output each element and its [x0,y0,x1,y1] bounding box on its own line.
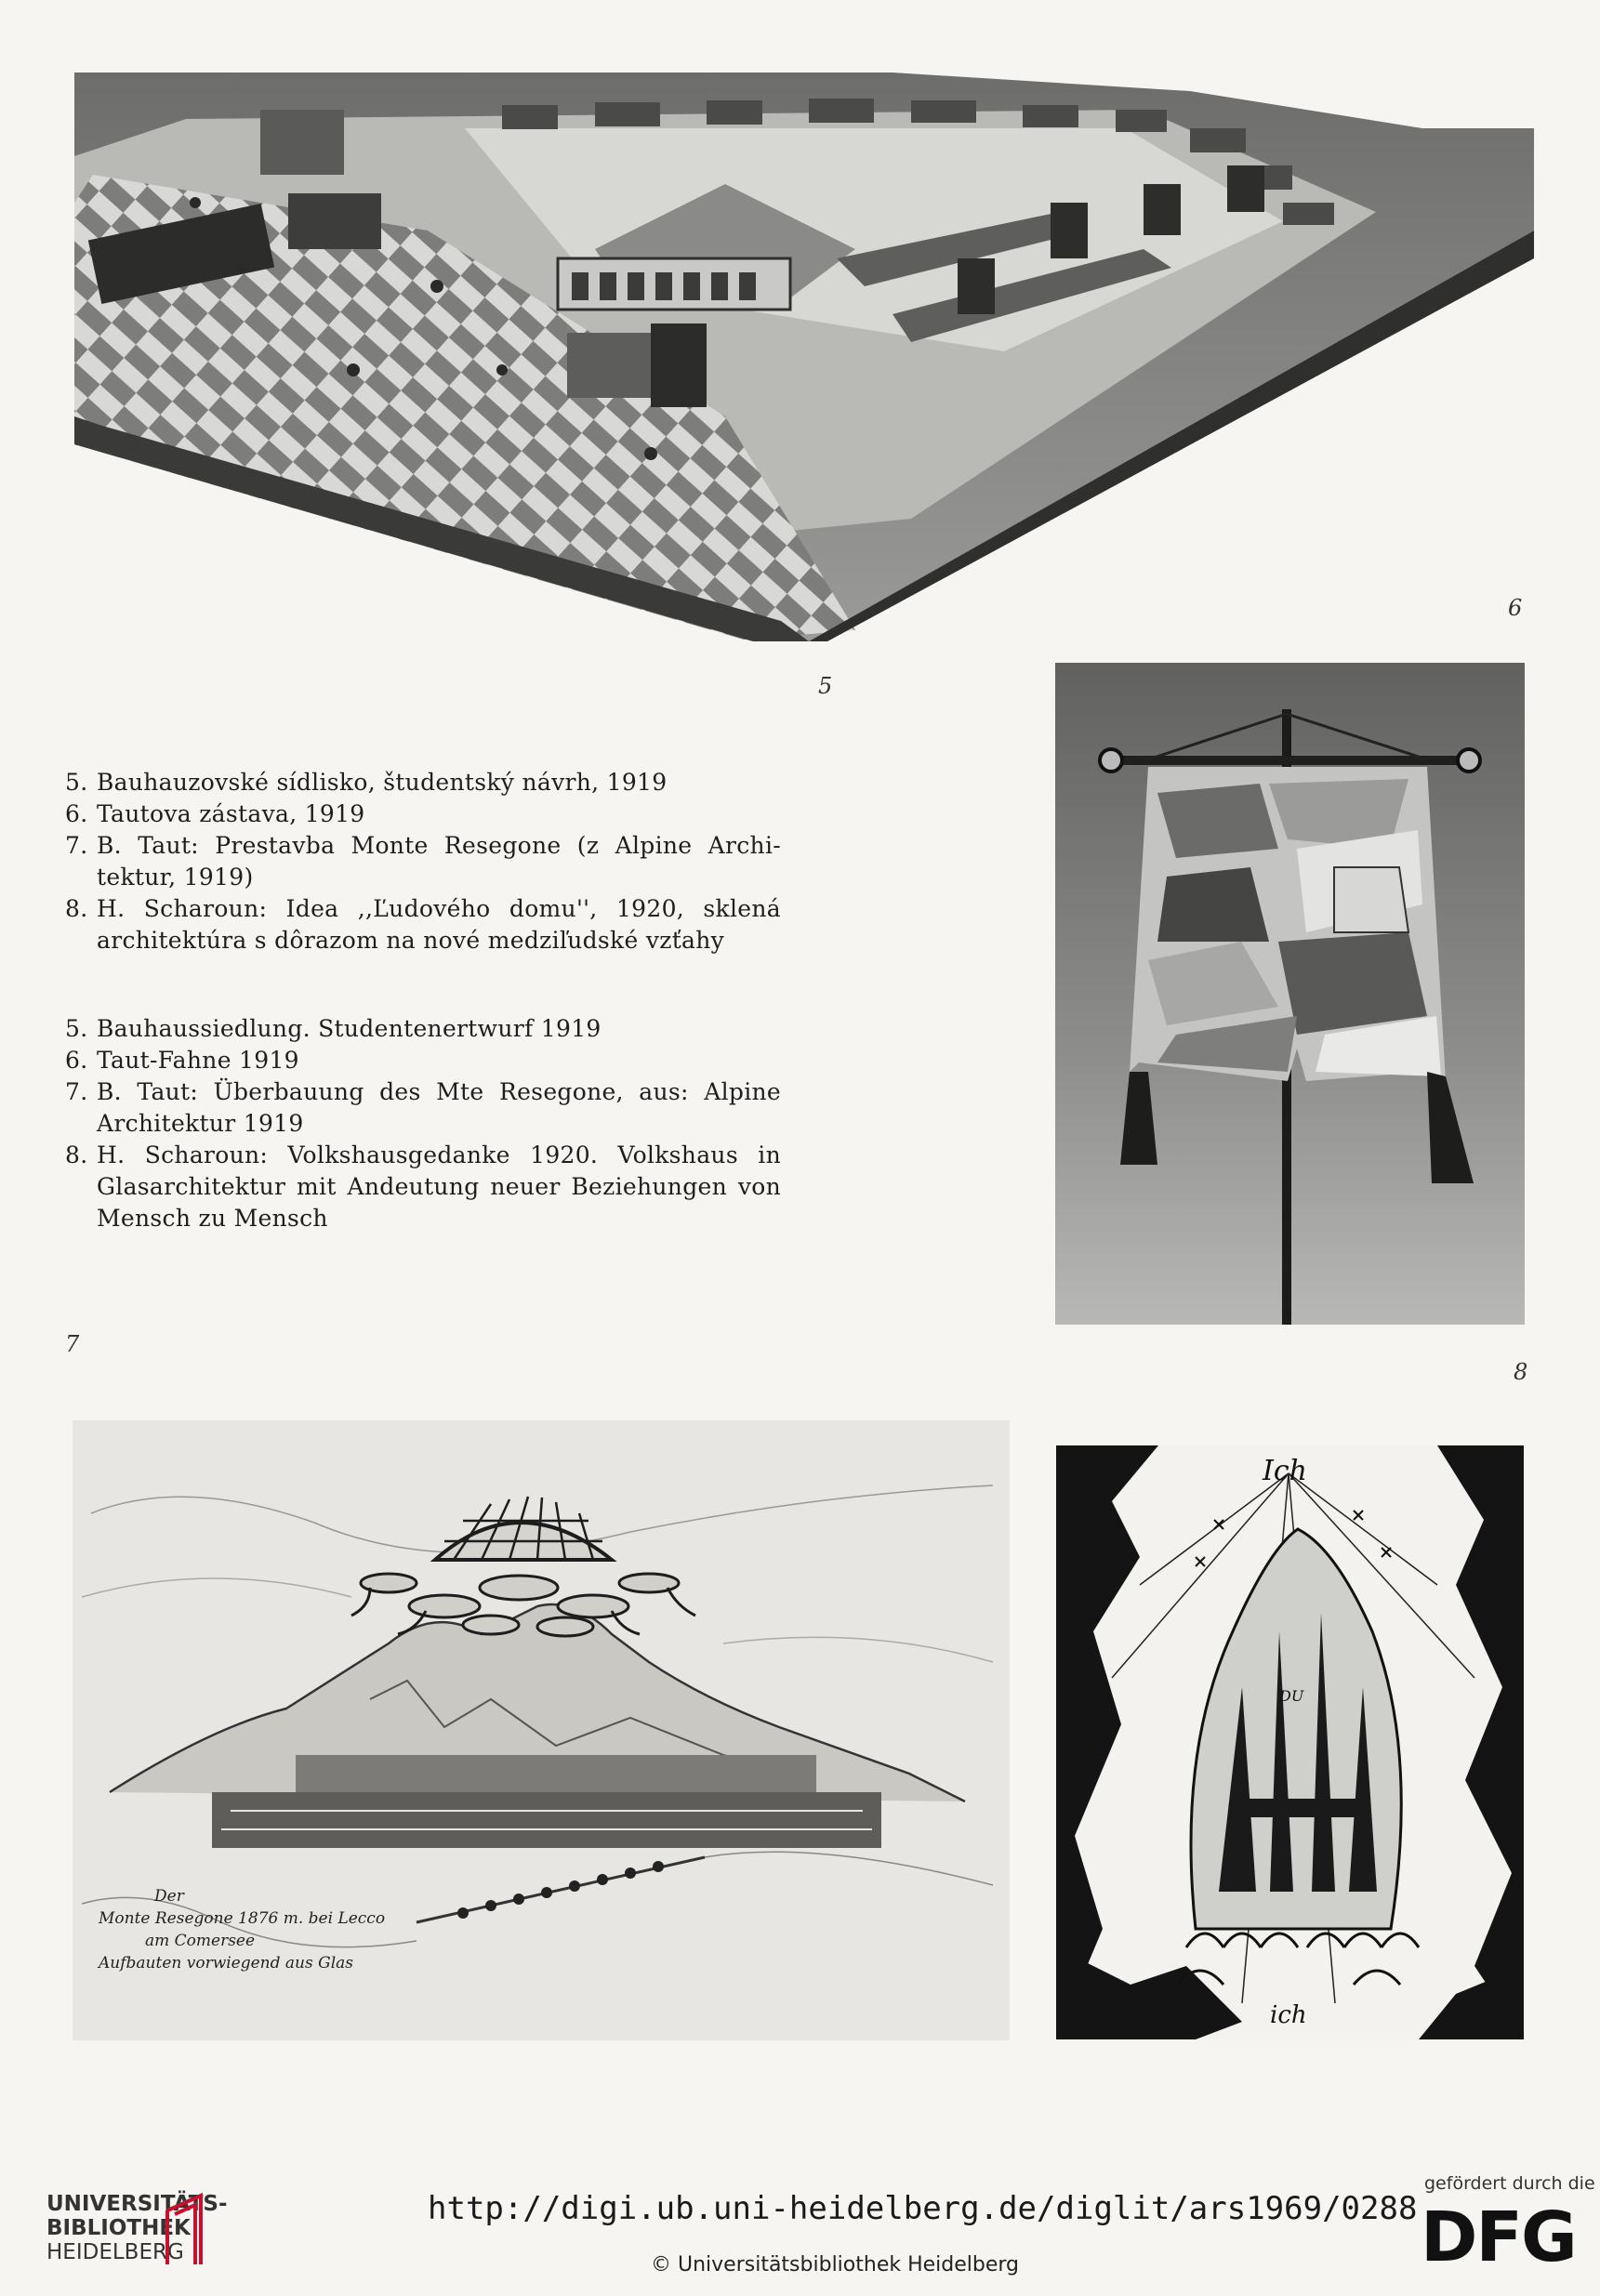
sketch-caption-handwriting [99,1885,385,1974]
figure-7-drawing [73,1420,1010,2040]
bauhaus-settlement-model-image [74,73,1534,641]
figure-6-number: 6 [1508,595,1523,621]
caption-number: 8. [65,895,88,922]
caption-sk-5 [65,767,781,798]
library-line-2: BIBLIOTHEK [46,2216,191,2240]
sketch-line-4: Aufbauten vorwiegend aus Glas [99,1954,354,1973]
caption-number: 7. [65,832,88,859]
figure-5-photo [74,73,1534,641]
caption-text: B. Taut: Prestavba Monte Resegone (z Alpine Archi-tektur, 1919) [97,832,781,891]
caption-sk-8 [65,893,781,957]
drawing-label-ich-top: Ich [1263,1455,1307,1487]
sketch-line-1: Der [154,1887,184,1906]
caption-number: 6. [65,1047,88,1074]
caption-number: 6. [65,800,88,827]
captions-slovak [65,767,781,957]
captions-german [65,1013,781,1234]
caption-de-6 [65,1045,781,1076]
caption-text: B. Taut: Überbauung des Mte Resegone, aus: Alpine Architektur 1919 [97,1078,781,1137]
caption-text: H. Scharoun: Idea ,,Ľudového domu'', 1920, sklená architektúra s dôrazom na nové medziľudské vzťahy [97,895,781,954]
volkshaus-drawing [1056,1445,1524,2039]
library-line-1: UNIVERSITÄTS- [46,2192,228,2216]
caption-text: Tautova zástava, 1919 [97,800,365,827]
caption-text: Bauhaussiedlung. Studentenertwurf 1919 [97,1015,602,1042]
drawing-label-du: DU [1279,1687,1304,1705]
figure-8-number: 8 [1514,1359,1528,1385]
caption-number: 8. [65,1141,88,1168]
funding-label: gefördert durch die [1424,2173,1595,2194]
caption-text: Taut-Fahne 1919 [97,1047,299,1074]
caption-number: 5. [65,1015,88,1042]
caption-de-7 [65,1076,781,1140]
caption-number: 5. [65,769,88,796]
caption-sk-7 [65,830,781,893]
caption-sk-6 [65,798,781,830]
drawing-label-ich-bottom: ich [1270,2001,1307,2029]
figure-8-drawing [1056,1445,1524,2039]
sketch-line-2: Monte Resegone 1876 m. bei Lecco [99,1909,386,1928]
taut-flag-image [1055,663,1525,1325]
library-line-3: HEIDELBERG [46,2240,184,2264]
permalink-url[interactable]: http://digi.ub.uni-heidelberg.de/diglit/ars1969/0288 [428,2190,1418,2227]
footer [0,2166,1600,2296]
figure-7-number: 7 [65,1331,80,1357]
caption-number: 7. [65,1078,88,1105]
caption-text: Bauhauzovské sídlisko, študentský návrh, 1919 [97,769,668,796]
caption-text: H. Scharoun: Volkshausgedanke 1920. Volkshaus in Glasarchitektur mit Andeutung neuer Beziehungen von Mensch zu Mensch [97,1141,781,1232]
copyright-notice: © Universitätsbibliothek Heidelberg [651,2253,1020,2276]
caption-de-8 [65,1140,781,1234]
caption-de-5 [65,1013,781,1045]
dfg-logo: DFG [1421,2197,1576,2277]
library-logo-icon [164,2192,205,2268]
sketch-line-3: am Comersee [145,1932,256,1950]
figure-5-number: 5 [818,673,833,699]
figure-6-photo [1055,663,1525,1325]
